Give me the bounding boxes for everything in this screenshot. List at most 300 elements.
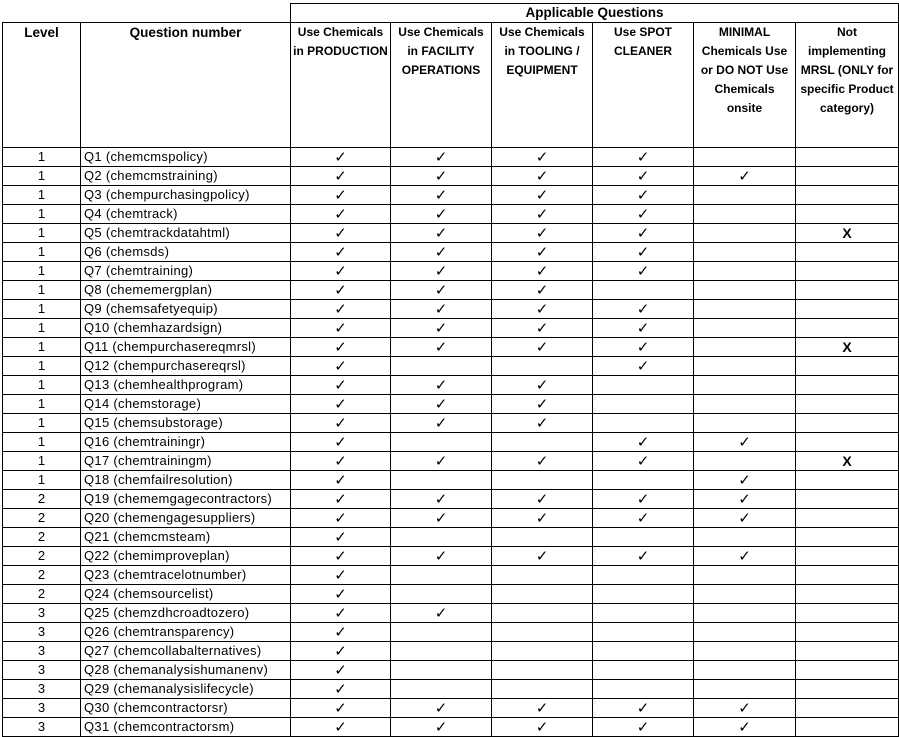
question-cell: Q24 (chemsourcelist) xyxy=(81,585,291,604)
check-mark-cell: ✓ xyxy=(694,471,796,490)
check-mark-cell: ✓ xyxy=(593,509,694,528)
question-cell: Q10 (chemhazardsign) xyxy=(81,319,291,338)
column-header-line: Chemicals xyxy=(714,82,775,96)
level-cell: 1 xyxy=(3,452,81,471)
check-mark-cell: ✓ xyxy=(492,338,593,357)
empty-cell xyxy=(796,547,899,566)
question-cell: Q12 (chempurchasereqrsl) xyxy=(81,357,291,376)
empty-cell xyxy=(391,528,492,547)
check-mark-cell: ✓ xyxy=(391,509,492,528)
check-mark-cell: ✓ xyxy=(291,186,391,205)
empty-cell xyxy=(391,642,492,661)
check-mark-cell: ✓ xyxy=(593,205,694,224)
table-row xyxy=(3,357,899,376)
check-mark-cell: ✓ xyxy=(291,680,391,699)
empty-cell xyxy=(694,452,796,471)
x-mark-cell: X xyxy=(796,224,899,243)
check-mark-cell: ✓ xyxy=(291,319,391,338)
empty-cell xyxy=(694,281,796,300)
table-row xyxy=(3,661,899,680)
check-mark-cell: ✓ xyxy=(291,471,391,490)
column-header-line: or DO NOT Use xyxy=(700,63,789,77)
level-cell: 1 xyxy=(3,414,81,433)
level-cell: 1 xyxy=(3,281,81,300)
check-mark-cell: ✓ xyxy=(593,490,694,509)
check-mark-cell: ✓ xyxy=(391,281,492,300)
check-mark-cell: ✓ xyxy=(492,300,593,319)
level-cell: 2 xyxy=(3,585,81,604)
check-mark-cell: ✓ xyxy=(492,186,593,205)
table-row xyxy=(3,604,899,623)
empty-cell xyxy=(694,357,796,376)
level-cell: 1 xyxy=(3,243,81,262)
empty-cell xyxy=(796,661,899,680)
check-mark-cell: ✓ xyxy=(593,433,694,452)
table-row xyxy=(3,623,899,642)
table-row xyxy=(3,680,899,699)
empty-cell xyxy=(796,509,899,528)
level-cell: 1 xyxy=(3,300,81,319)
table-row xyxy=(3,300,899,319)
check-mark-cell: ✓ xyxy=(291,376,391,395)
empty-cell xyxy=(796,376,899,395)
column-header-line: Use SPOT xyxy=(613,25,673,39)
check-mark-cell: ✓ xyxy=(694,699,796,718)
column-header-facility-operations xyxy=(391,23,492,148)
question-cell: Q30 (chemcontractorsr) xyxy=(81,699,291,718)
check-mark-cell: ✓ xyxy=(492,148,593,167)
question-cell: Q26 (chemtransparency) xyxy=(81,623,291,642)
empty-cell xyxy=(694,205,796,224)
check-mark-cell: ✓ xyxy=(391,604,492,623)
empty-cell xyxy=(796,281,899,300)
empty-cell xyxy=(593,566,694,585)
empty-cell xyxy=(796,243,899,262)
check-mark-cell: ✓ xyxy=(391,205,492,224)
empty-cell xyxy=(694,642,796,661)
empty-cell xyxy=(593,604,694,623)
empty-cell xyxy=(391,433,492,452)
empty-cell xyxy=(391,471,492,490)
check-mark-cell: ✓ xyxy=(593,300,694,319)
check-mark-cell: ✓ xyxy=(492,319,593,338)
check-mark-cell: ✓ xyxy=(291,718,391,737)
check-mark-cell: ✓ xyxy=(291,357,391,376)
question-cell: Q1 (chemcmspolicy) xyxy=(81,148,291,167)
empty-cell xyxy=(796,699,899,718)
level-cell: 2 xyxy=(3,528,81,547)
empty-cell xyxy=(694,395,796,414)
column-header-line: MINIMAL xyxy=(718,25,771,39)
question-cell: Q31 (chemcontractorsm) xyxy=(81,718,291,737)
check-mark-cell: ✓ xyxy=(291,262,391,281)
table-row xyxy=(3,547,899,566)
question-cell: Q17 (chemtrainingm) xyxy=(81,452,291,471)
check-mark-cell: ✓ xyxy=(391,167,492,186)
level-cell: 3 xyxy=(3,718,81,737)
column-header-line: specific Product xyxy=(800,82,894,96)
column-header-line: Use Chemicals xyxy=(297,25,384,39)
question-cell: Q6 (chemsds) xyxy=(81,243,291,262)
table-row xyxy=(3,509,899,528)
question-cell: Q4 (chemtrack) xyxy=(81,205,291,224)
check-mark-cell: ✓ xyxy=(391,262,492,281)
check-mark-cell: ✓ xyxy=(291,281,391,300)
level-cell: 2 xyxy=(3,509,81,528)
check-mark-cell: ✓ xyxy=(291,490,391,509)
table-row xyxy=(3,642,899,661)
empty-cell xyxy=(796,585,899,604)
level-cell: 1 xyxy=(3,319,81,338)
question-cell: Q5 (chemtrackdatahtml) xyxy=(81,224,291,243)
table-row xyxy=(3,148,899,167)
question-cell: Q28 (chemanalysishumanenv) xyxy=(81,661,291,680)
check-mark-cell: ✓ xyxy=(391,699,492,718)
check-mark-cell: ✓ xyxy=(291,509,391,528)
check-mark-cell: ✓ xyxy=(492,452,593,471)
empty-cell xyxy=(694,224,796,243)
empty-cell xyxy=(492,528,593,547)
check-mark-cell: ✓ xyxy=(492,490,593,509)
table-row xyxy=(3,566,899,585)
check-mark-cell: ✓ xyxy=(593,262,694,281)
empty-cell xyxy=(796,566,899,585)
table-row xyxy=(3,471,899,490)
level-cell: 1 xyxy=(3,186,81,205)
table-row xyxy=(3,490,899,509)
level-cell: 3 xyxy=(3,642,81,661)
empty-cell xyxy=(796,718,899,737)
table-row xyxy=(3,338,899,357)
empty-cell xyxy=(593,414,694,433)
question-cell: Q3 (chempurchasingpolicy) xyxy=(81,186,291,205)
empty-cell xyxy=(593,395,694,414)
empty-cell xyxy=(492,680,593,699)
x-mark-cell: X xyxy=(796,338,899,357)
check-mark-cell: ✓ xyxy=(391,395,492,414)
question-cell: Q14 (chemstorage) xyxy=(81,395,291,414)
table-row xyxy=(3,319,899,338)
empty-cell xyxy=(796,167,899,186)
column-header-line: in PRODUCTION xyxy=(293,44,388,58)
column-header-minimal-chemicals xyxy=(694,23,796,148)
level-cell: 1 xyxy=(3,357,81,376)
table-row xyxy=(3,585,899,604)
check-mark-cell: ✓ xyxy=(593,338,694,357)
check-mark-cell: ✓ xyxy=(694,547,796,566)
table-row xyxy=(3,699,899,718)
check-mark-cell: ✓ xyxy=(391,148,492,167)
check-mark-cell: ✓ xyxy=(291,452,391,471)
empty-cell xyxy=(593,642,694,661)
column-header-line: MRSL (ONLY for xyxy=(800,63,894,77)
empty-cell xyxy=(492,661,593,680)
check-mark-cell: ✓ xyxy=(291,148,391,167)
column-header-tooling-equipment xyxy=(492,23,593,148)
column-header-spot-cleaner xyxy=(593,23,694,148)
empty-cell xyxy=(492,604,593,623)
question-cell: Q27 (chemcollabalternatives) xyxy=(81,642,291,661)
check-mark-cell: ✓ xyxy=(391,319,492,338)
empty-cell xyxy=(796,186,899,205)
check-mark-cell: ✓ xyxy=(291,528,391,547)
check-mark-cell: ✓ xyxy=(593,167,694,186)
check-mark-cell: ✓ xyxy=(492,395,593,414)
empty-cell xyxy=(694,661,796,680)
column-header-line: in TOOLING / xyxy=(504,44,580,58)
empty-cell xyxy=(492,642,593,661)
check-mark-cell: ✓ xyxy=(593,357,694,376)
check-mark-cell: ✓ xyxy=(291,224,391,243)
question-cell: Q16 (chemtrainingr) xyxy=(81,433,291,452)
empty-cell xyxy=(694,186,796,205)
column-header-line: Not xyxy=(837,25,857,39)
check-mark-cell: ✓ xyxy=(391,547,492,566)
check-mark-cell: ✓ xyxy=(291,300,391,319)
question-cell: Q18 (chemfailresolution) xyxy=(81,471,291,490)
level-cell: 3 xyxy=(3,623,81,642)
check-mark-cell: ✓ xyxy=(593,243,694,262)
level-cell: 2 xyxy=(3,547,81,566)
empty-cell xyxy=(694,585,796,604)
check-mark-cell: ✓ xyxy=(694,167,796,186)
empty-cell xyxy=(796,623,899,642)
table-row xyxy=(3,433,899,452)
level-cell: 1 xyxy=(3,338,81,357)
check-mark-cell: ✓ xyxy=(391,718,492,737)
empty-cell xyxy=(593,281,694,300)
check-mark-cell: ✓ xyxy=(492,167,593,186)
empty-cell xyxy=(593,623,694,642)
check-mark-cell: ✓ xyxy=(492,205,593,224)
table-body xyxy=(3,148,899,737)
column-header-line: Chemicals Use xyxy=(701,44,788,58)
empty-cell xyxy=(694,566,796,585)
question-number-header: Question number xyxy=(81,23,291,148)
question-cell: Q25 (chemzdhcroadtozero) xyxy=(81,604,291,623)
check-mark-cell: ✓ xyxy=(391,186,492,205)
empty-cell xyxy=(796,528,899,547)
check-mark-cell: ✓ xyxy=(593,699,694,718)
check-mark-cell: ✓ xyxy=(291,395,391,414)
check-mark-cell: ✓ xyxy=(291,338,391,357)
check-mark-cell: ✓ xyxy=(492,224,593,243)
check-mark-cell: ✓ xyxy=(291,642,391,661)
empty-cell xyxy=(694,319,796,338)
level-cell: 1 xyxy=(3,395,81,414)
empty-cell xyxy=(796,300,899,319)
empty-cell xyxy=(593,471,694,490)
empty-cell xyxy=(796,680,899,699)
empty-cell xyxy=(492,585,593,604)
empty-cell xyxy=(492,623,593,642)
check-mark-cell: ✓ xyxy=(492,547,593,566)
check-mark-cell: ✓ xyxy=(291,623,391,642)
table-row xyxy=(3,414,899,433)
column-header-not-implementing-mrsl xyxy=(796,23,899,148)
column-header-line: implementing xyxy=(807,44,886,58)
empty-cell xyxy=(694,338,796,357)
empty-cell xyxy=(796,357,899,376)
column-header-line: in FACILITY xyxy=(407,44,475,58)
check-mark-cell: ✓ xyxy=(492,509,593,528)
empty-cell xyxy=(593,585,694,604)
level-cell: 1 xyxy=(3,262,81,281)
level-cell: 1 xyxy=(3,148,81,167)
empty-cell xyxy=(391,680,492,699)
check-mark-cell: ✓ xyxy=(391,452,492,471)
level-cell: 3 xyxy=(3,699,81,718)
empty-cell xyxy=(391,623,492,642)
empty-cell xyxy=(796,414,899,433)
applicable-questions-table xyxy=(2,3,899,737)
empty-cell xyxy=(796,205,899,224)
question-cell: Q8 (chememergplan) xyxy=(81,281,291,300)
check-mark-cell: ✓ xyxy=(492,281,593,300)
check-mark-cell: ✓ xyxy=(694,509,796,528)
empty-cell xyxy=(694,243,796,262)
empty-cell xyxy=(391,357,492,376)
check-mark-cell: ✓ xyxy=(291,661,391,680)
empty-cell xyxy=(593,528,694,547)
empty-cell xyxy=(391,566,492,585)
check-mark-cell: ✓ xyxy=(593,547,694,566)
empty-cell xyxy=(391,661,492,680)
empty-cell xyxy=(694,604,796,623)
check-mark-cell: ✓ xyxy=(291,205,391,224)
check-mark-cell: ✓ xyxy=(593,186,694,205)
empty-cell xyxy=(694,262,796,281)
question-cell: Q19 (chememgagecontractors) xyxy=(81,490,291,509)
question-cell: Q23 (chemtracelotnumber) xyxy=(81,566,291,585)
level-cell: 1 xyxy=(3,471,81,490)
check-mark-cell: ✓ xyxy=(391,243,492,262)
column-header-line: EQUIPMENT xyxy=(506,63,578,77)
question-cell: Q7 (chemtraining) xyxy=(81,262,291,281)
question-cell: Q21 (chemcmsteam) xyxy=(81,528,291,547)
level-cell: 3 xyxy=(3,604,81,623)
check-mark-cell: ✓ xyxy=(391,300,492,319)
empty-cell xyxy=(492,566,593,585)
table-row xyxy=(3,167,899,186)
column-header-line: CLEANER xyxy=(613,44,672,58)
check-mark-cell: ✓ xyxy=(391,224,492,243)
table-row xyxy=(3,186,899,205)
empty-cell xyxy=(492,433,593,452)
table-row xyxy=(3,224,899,243)
level-cell: 2 xyxy=(3,566,81,585)
check-mark-cell: ✓ xyxy=(291,585,391,604)
table-row xyxy=(3,262,899,281)
level-cell: 1 xyxy=(3,205,81,224)
empty-cell xyxy=(694,300,796,319)
check-mark-cell: ✓ xyxy=(492,414,593,433)
check-mark-cell: ✓ xyxy=(291,167,391,186)
empty-cell xyxy=(694,528,796,547)
check-mark-cell: ✓ xyxy=(492,699,593,718)
check-mark-cell: ✓ xyxy=(291,414,391,433)
empty-cell xyxy=(796,642,899,661)
empty-cell xyxy=(796,319,899,338)
group-title: Applicable Questions xyxy=(291,4,899,23)
level-cell: 1 xyxy=(3,224,81,243)
check-mark-cell: ✓ xyxy=(694,718,796,737)
table-row xyxy=(3,205,899,224)
table-row xyxy=(3,395,899,414)
question-cell: Q22 (chemimproveplan) xyxy=(81,547,291,566)
check-mark-cell: ✓ xyxy=(391,376,492,395)
x-mark-cell: X xyxy=(796,452,899,471)
level-cell: 3 xyxy=(3,661,81,680)
question-cell: Q15 (chemsubstorage) xyxy=(81,414,291,433)
check-mark-cell: ✓ xyxy=(391,490,492,509)
column-header-line: category) xyxy=(819,101,875,115)
level-cell: 1 xyxy=(3,167,81,186)
column-header-line: Use Chemicals xyxy=(398,25,484,39)
empty-cell xyxy=(694,376,796,395)
check-mark-cell: ✓ xyxy=(291,547,391,566)
empty-cell xyxy=(593,661,694,680)
check-mark-cell: ✓ xyxy=(492,262,593,281)
question-cell: Q29 (chemanalysislifecycle) xyxy=(81,680,291,699)
table-row xyxy=(3,376,899,395)
check-mark-cell: ✓ xyxy=(291,433,391,452)
question-cell: Q9 (chemsafetyequip) xyxy=(81,300,291,319)
table-row xyxy=(3,281,899,300)
empty-cell xyxy=(796,262,899,281)
check-mark-cell: ✓ xyxy=(694,433,796,452)
empty-cell xyxy=(593,680,694,699)
empty-cell xyxy=(492,471,593,490)
column-header-production xyxy=(291,23,391,148)
check-mark-cell: ✓ xyxy=(593,224,694,243)
check-mark-cell: ✓ xyxy=(291,699,391,718)
empty-cell xyxy=(796,433,899,452)
level-header: Level xyxy=(3,23,81,148)
column-header-line: Use Chemicals xyxy=(499,25,585,39)
empty-cell xyxy=(694,623,796,642)
table-row xyxy=(3,243,899,262)
empty-cell xyxy=(593,376,694,395)
check-mark-cell: ✓ xyxy=(391,414,492,433)
header-blank xyxy=(3,4,291,23)
level-cell: 2 xyxy=(3,490,81,509)
check-mark-cell: ✓ xyxy=(694,490,796,509)
empty-cell xyxy=(796,395,899,414)
empty-cell xyxy=(796,604,899,623)
check-mark-cell: ✓ xyxy=(593,452,694,471)
question-cell: Q11 (chempurchasereqmrsl) xyxy=(81,338,291,357)
check-mark-cell: ✓ xyxy=(492,718,593,737)
level-cell: 3 xyxy=(3,680,81,699)
empty-cell xyxy=(694,414,796,433)
check-mark-cell: ✓ xyxy=(291,566,391,585)
check-mark-cell: ✓ xyxy=(492,243,593,262)
empty-cell xyxy=(391,585,492,604)
empty-cell xyxy=(694,148,796,167)
check-mark-cell: ✓ xyxy=(391,338,492,357)
check-mark-cell: ✓ xyxy=(593,718,694,737)
empty-cell xyxy=(796,471,899,490)
question-cell: Q13 (chemhealthprogram) xyxy=(81,376,291,395)
question-cell: Q20 (chemengagesuppliers) xyxy=(81,509,291,528)
check-mark-cell: ✓ xyxy=(291,604,391,623)
empty-cell xyxy=(694,680,796,699)
table-row xyxy=(3,528,899,547)
check-mark-cell: ✓ xyxy=(492,376,593,395)
empty-cell xyxy=(492,357,593,376)
empty-cell xyxy=(796,490,899,509)
